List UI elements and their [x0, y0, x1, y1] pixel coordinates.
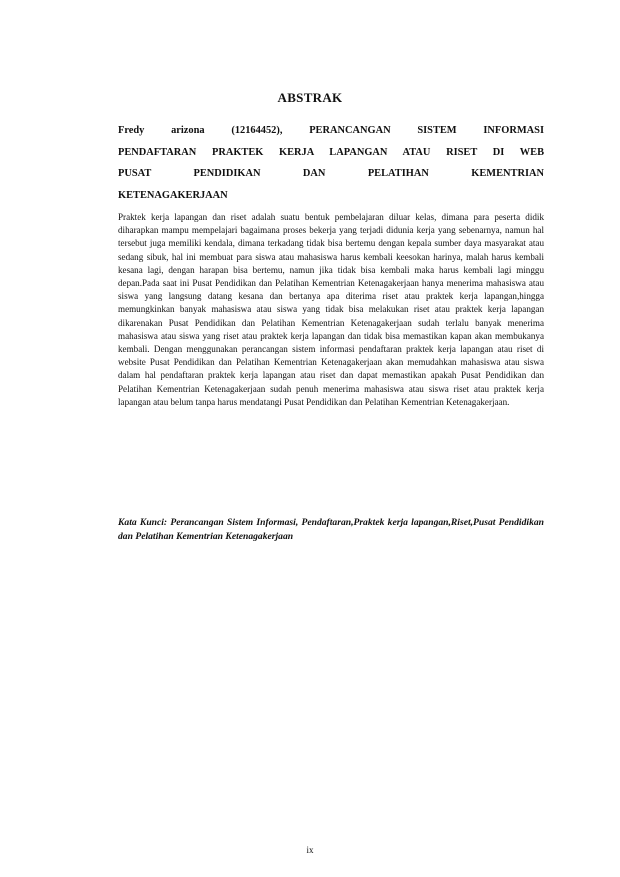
heading-line: Fredy arizona (12164452), PERANCANGAN SISTEM INFORMASI — [118, 125, 544, 136]
heading-line: KETENAGAKERJAAN — [118, 190, 228, 202]
keywords: Kata Kunci: Perancangan Sistem Informasi, Pendaftaran,Praktek kerja lapangan,Riset,Pusat Pendidikan dan Pelatihan Kementrian Ketenagakerjaan — [118, 517, 544, 542]
heading-line: PENDAFTARAN PRAKTEK KERJA LAPANGAN ATAU RISET DI WEB — [118, 146, 544, 158]
abstract-body: Praktek kerja lapangan dan riset adalah suatu bentuk pembelajaran diluar kelas, dimana para peserta didik diharapkan mampu mempelajari bagaimana proses bekerja yang terjadi didunia kerja yang sebenarnya, namun hal tersebut juga memiliki kendala, dimana terkadang tidak bisa bertemu dengan kepala sumber daya masyarakat atau sedang sibuk, hal ini membuat para siswa atau mahasiswa harus kembali keesokan harinya, malah harus kembali kesana lagi, dengan harapan bisa bertemu, namun jika tidak bisa kembali maka harus kembali lagi minggu depan.Pada saat ini Pusat Pendidikan dan Pelatihan Kementrian Ketenagakerjaan hanya menerima mahasiswa atau siswa yang langsung datang kesana dan bertanya apa diterima riset atau praktek kerja lapangan,hingga memungkinkan banyak mahasiswa atau siswa yang tidak bisa melakukan riset atau praktek kerja lapangan dikarenakan Pusat Pendidikan dan Pelatihan Kementrian Ketenagakerjaan sudah terlalu banyak menerima mahasiswa atau siswa yang riset atau praktek kerja lapangan dan tidak bisa memastikan kapan akan membukanya kembali. Dengan menggunakan perancangan sistem informasi pendaftaran praktek kerja lapangan atau riset di website Pusat Pendidikan dan Pelatihan Kementrian Ketenagakerjaan akan memudahkan mahasiswa atau siswa dalam hal pendaftaran praktek kerja lapangan atau riset dan dapat memastikan apakah Pusat Pendidikan dan Pelatihan Kementrian Ketenagakerjaan sudah penuh menerima mahasiswa atau siswa riset atau praktek kerja lapangan atau belum tanpa harus mendatangi Pusat Pendidikan dan Pelatihan Kementrian Ketenagakerjaan. — [118, 212, 544, 407]
abstract-title: ABSTRAK — [277, 90, 343, 105]
heading-line: PUSAT PENDIDIKAN DAN PELATIHAN KEMENTRIAN — [118, 168, 544, 180]
page-number: ix — [306, 845, 314, 855]
abstract-heading — [118, 120, 544, 207]
